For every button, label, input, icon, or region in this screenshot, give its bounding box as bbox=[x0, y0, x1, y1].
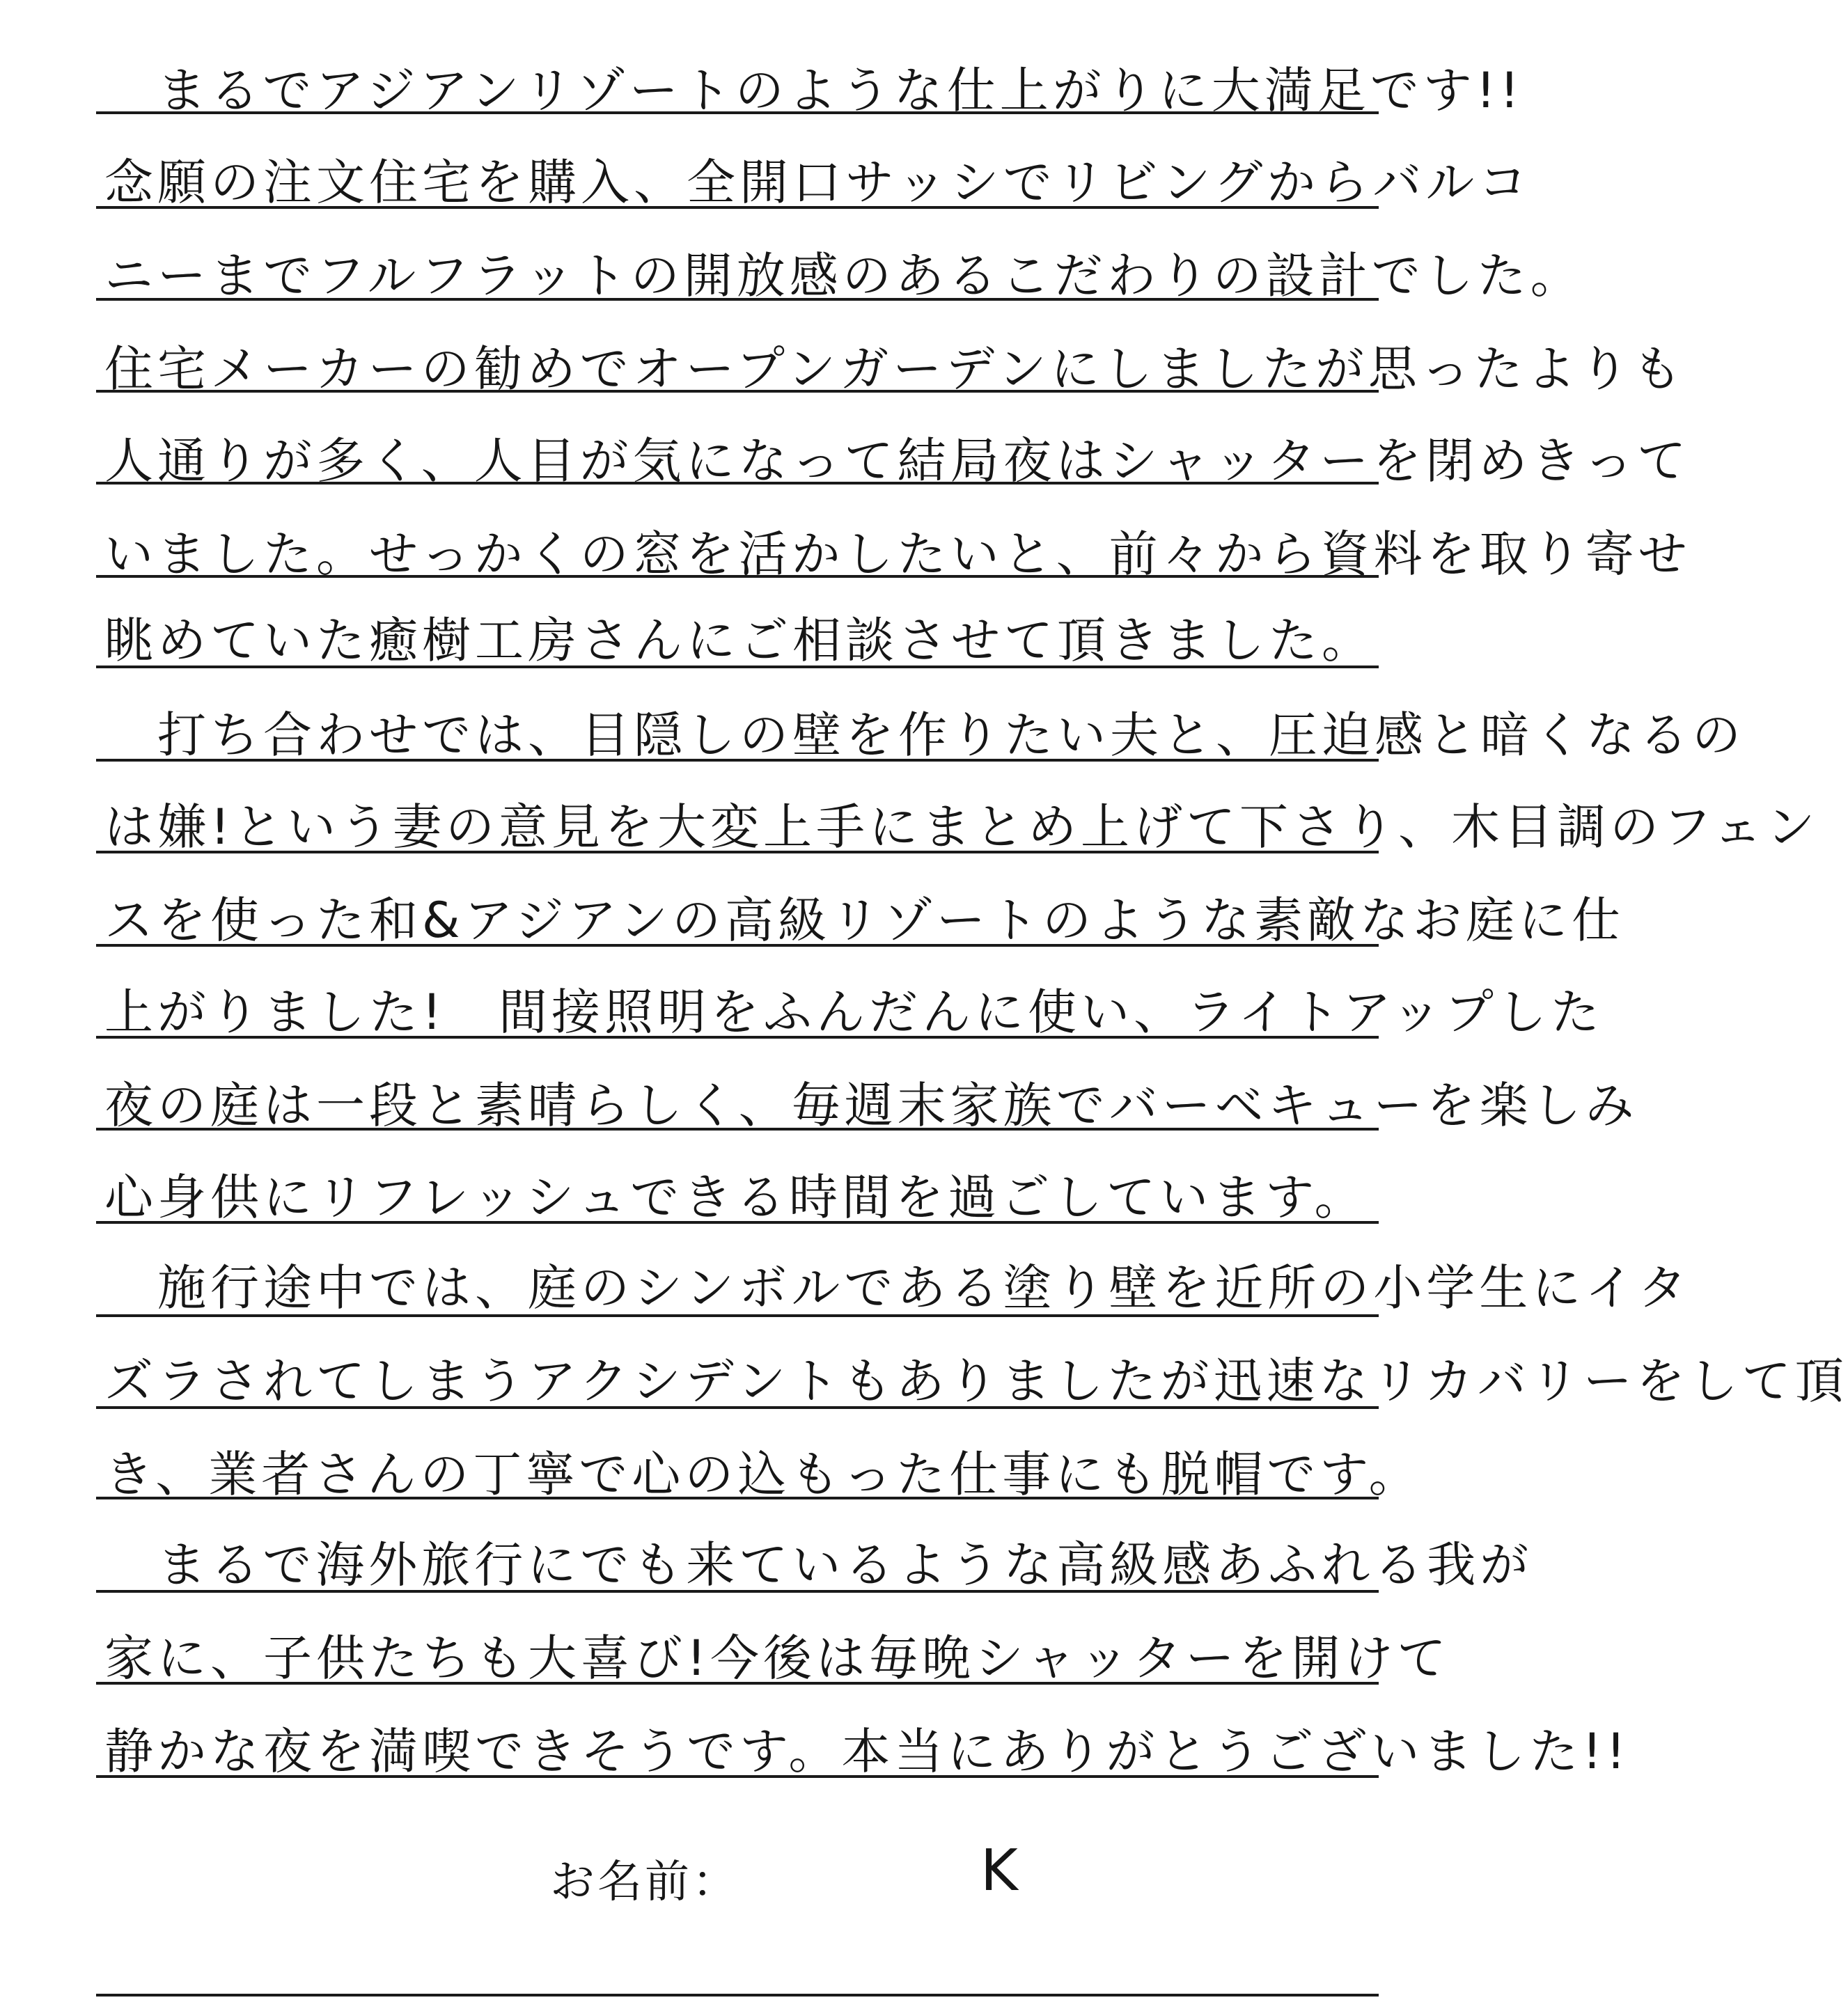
ruled-line bbox=[96, 944, 1379, 947]
handwritten-line: ニーまでフルフラットの開放感のあるこだわりの設計でした。 bbox=[104, 247, 1583, 304]
ruled-line bbox=[96, 298, 1379, 301]
handwritten-line: まるで海外旅行にでも来ているような高級感あふれる我が bbox=[104, 1536, 1533, 1593]
ruled-line bbox=[96, 1036, 1379, 1039]
handwritten-line: 念願の注文住宅を購入、全開口サッシでリビングからバルコ bbox=[104, 154, 1532, 211]
ruled-line bbox=[96, 1221, 1379, 1224]
ruled-line bbox=[96, 851, 1379, 853]
handwritten-line: ズラされてしまうアクシデントもありましたが迅速なリカバリーをして頂 bbox=[104, 1353, 1848, 1410]
ruled-line bbox=[96, 1128, 1379, 1131]
handwritten-line: 上がりました! 間接照明をふんだんに使い、ライトアップした bbox=[104, 984, 1604, 1041]
handwritten-line: スを使った和&アジアンの高級リゾートのような素敵なお庭に仕 bbox=[104, 892, 1624, 949]
ruled-line bbox=[96, 1497, 1379, 1499]
handwritten-line: 静かな夜を満喫できそうです。本当にありがとうございました!! bbox=[104, 1723, 1630, 1780]
name-label: お名前： bbox=[550, 1857, 739, 1908]
handwritten-line: 施行途中では、庭のシンボルである塗り壁を近所の小学生にイタ bbox=[104, 1259, 1691, 1316]
handwritten-line: 心身供にリフレッシュできる時間を過ごしています。 bbox=[104, 1169, 1368, 1226]
ruled-line bbox=[96, 482, 1379, 485]
ruled-line bbox=[96, 206, 1379, 209]
ruled-line bbox=[96, 111, 1379, 114]
name-value: K bbox=[980, 1838, 1018, 1904]
handwritten-line: 打ち合わせでは、目隠しの壁を作りたい夫と、圧迫感と暗くなるの bbox=[104, 707, 1745, 764]
handwritten-line: 住宅メーカーの勧めでオープンガーデンにしましたが思ったよりも bbox=[104, 340, 1686, 397]
signature-line bbox=[96, 1994, 1379, 1997]
handwritten-line: いました。せっかくの窓を活かしたいと、前々から資料を取り寄せ bbox=[104, 526, 1691, 583]
ruled-line bbox=[96, 1775, 1379, 1778]
handwritten-line: 夜の庭は一段と素晴らしく、毎週末家族でバーベキューを楽しみ bbox=[104, 1077, 1638, 1134]
ruled-line bbox=[96, 1590, 1379, 1593]
handwritten-line: 眺めていた癒樹工房さんにご相談させて頂きました。 bbox=[104, 612, 1375, 669]
ruled-line bbox=[96, 575, 1379, 578]
handwritten-line: き、業者さんの丁寧で心の込もった仕事にも脱帽です。 bbox=[104, 1446, 1422, 1503]
ruled-line bbox=[96, 1314, 1379, 1317]
ruled-line bbox=[96, 1406, 1379, 1409]
ruled-line bbox=[96, 1682, 1379, 1685]
ruled-line bbox=[96, 390, 1379, 393]
handwritten-line: まるでアジアンリゾートのような仕上がりに大満足です!! bbox=[104, 62, 1524, 119]
handwritten-line: 人通りが多く、人目が気になって結局夜はシャッターを閉めきって bbox=[104, 432, 1691, 489]
ruled-line bbox=[96, 666, 1379, 668]
handwritten-line: 家に、子供たちも大喜び!今後は毎晩シャッターを開けて bbox=[104, 1630, 1450, 1687]
handwritten-line: は嫌!という妻の意見を大変上手にまとめ上げて下さり、木目調のフェン bbox=[104, 798, 1819, 856]
ruled-line bbox=[96, 759, 1379, 762]
